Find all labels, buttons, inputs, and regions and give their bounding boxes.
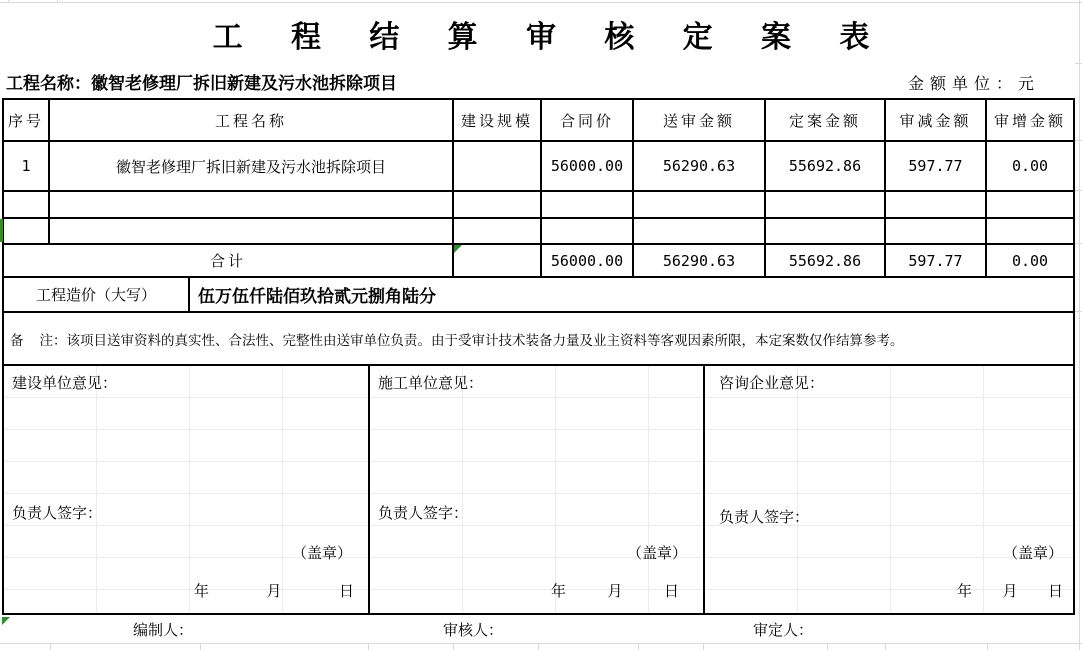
bottom-grid-tick <box>987 643 988 650</box>
total-submitted-amount[interactable]: 56290.63 <box>632 243 764 276</box>
header-reduced-amount: 审减金额 <box>884 100 985 140</box>
note-text: 注：该项目送审资料的真实性、合法性、完整性由送审单位负责。由于受审计技术装备力量及业主资料等客观因素所限，本定案数仅作结算参考。 <box>39 332 904 348</box>
contractor-seal-label: （盖章） <box>626 545 687 562</box>
day-label: 日 <box>663 583 679 600</box>
header-seq: 序号 <box>7 112 44 130</box>
opinion-construction-unit[interactable] <box>4 364 368 613</box>
row3-scale[interactable] <box>452 217 540 243</box>
bottom-grid-tick <box>453 643 454 650</box>
bottom-grid-tick <box>368 643 369 650</box>
footer-reviewer-label: 审核人： <box>443 621 504 639</box>
bottom-grid-tick <box>703 643 704 650</box>
bottom-grid-tick <box>638 643 639 650</box>
row1-submitted-amount[interactable]: 56290.63 <box>632 140 764 190</box>
project-name-line: 工程名称：徽智老修理厂拆旧新建及污水池拆除项目 <box>6 73 397 93</box>
right-grid-tick <box>1075 190 1082 191</box>
green-corner-marker-icon <box>454 245 462 253</box>
cost-words-value[interactable]: 伍万伍仟陆佰玖拾贰元捌角陆分 <box>188 276 1073 311</box>
green-row-marker <box>0 219 3 242</box>
total-reduced-amount[interactable]: 597.77 <box>884 243 985 276</box>
consulting-seal-label: （盖章） <box>1002 545 1063 562</box>
header-submitted-amount: 送审金额 <box>632 100 764 140</box>
row1-seq[interactable]: 1 <box>4 140 48 190</box>
year-label: 年 <box>957 583 973 600</box>
row2-project-name[interactable] <box>48 190 452 217</box>
day-label: 日 <box>338 583 354 600</box>
row3-submitted-amount[interactable] <box>632 217 764 243</box>
total-scale[interactable] <box>452 243 540 276</box>
row3-finalized-amount[interactable] <box>764 217 884 243</box>
header-scale: 建设规模 <box>452 100 540 140</box>
bottom-grid-tick <box>885 643 886 650</box>
right-grid-tick <box>1075 140 1082 141</box>
total-finalized-amount[interactable]: 55692.86 <box>764 243 884 276</box>
settlement-table <box>2 98 1075 615</box>
footer-preparer-label: 编制人： <box>133 621 194 639</box>
bottom-grid-tick <box>827 643 828 650</box>
note-row <box>4 311 1073 364</box>
right-grid-tick <box>1075 243 1082 244</box>
amount-unit-label: 金额单位：元 <box>907 75 1040 93</box>
opinion-contractor-title: 施工单位意见： <box>378 375 484 392</box>
construction-seal-label: （盖章） <box>291 545 352 562</box>
header-contract-price: 合同价 <box>540 100 632 140</box>
row2-increased-amount[interactable] <box>985 190 1073 217</box>
row1-project-name[interactable]: 徽智老修理厂拆旧新建及污水池拆除项目 <box>48 140 452 190</box>
total-label: 合计 <box>4 243 452 276</box>
contractor-date-row <box>551 580 679 601</box>
top-gridline <box>0 2 1082 3</box>
consulting-sign-label: 负责人签字： <box>719 509 810 526</box>
right-gridline <box>1079 0 1080 650</box>
row3-project-name[interactable] <box>48 217 452 243</box>
row3-increased-amount[interactable] <box>985 217 1073 243</box>
month-label: 月 <box>607 583 623 600</box>
opinion-contractor-unit[interactable] <box>368 364 703 613</box>
header-increased-amount: 审增金额 <box>985 100 1073 140</box>
row2-submitted-amount[interactable] <box>632 190 764 217</box>
page-title: 工 程 结 算 审 核 定 案 表 <box>212 21 890 54</box>
row1-scale[interactable] <box>452 140 540 190</box>
construction-date-row <box>194 580 354 601</box>
bottom-grid-tick <box>200 643 201 650</box>
bottom-grid-tick <box>50 643 51 650</box>
row3-reduced-amount[interactable] <box>884 217 985 243</box>
top-grid-tick <box>8 0 9 2</box>
row2-scale[interactable] <box>452 190 540 217</box>
year-label: 年 <box>194 583 210 600</box>
bottom-grid-tick <box>538 643 539 650</box>
month-label: 月 <box>1002 583 1018 600</box>
row1-finalized-amount[interactable]: 55692.86 <box>764 140 884 190</box>
footer-approver-label: 审定人： <box>753 621 814 639</box>
total-increased-amount[interactable]: 0.00 <box>985 243 1073 276</box>
green-corner-marker-icon <box>2 617 10 625</box>
year-label: 年 <box>551 583 567 600</box>
opinion-consulting-title: 咨询企业意见： <box>719 375 825 392</box>
row1-increased-amount[interactable]: 0.00 <box>985 140 1073 190</box>
header-project-name: 工程名称 <box>48 100 452 140</box>
opinion-construction-title: 建设单位意见： <box>12 375 118 392</box>
construction-sign-label: 负责人签字： <box>12 505 103 522</box>
row2-seq[interactable] <box>4 190 48 217</box>
header-finalized-amount: 定案金额 <box>764 100 884 140</box>
row2-finalized-amount[interactable] <box>764 190 884 217</box>
top-grid-tick <box>57 0 58 2</box>
total-contract-price[interactable]: 56000.00 <box>540 243 632 276</box>
contractor-sign-label: 负责人签字： <box>378 505 469 522</box>
row3-seq[interactable] <box>4 217 48 243</box>
right-grid-tick <box>1075 63 1082 64</box>
month-label: 月 <box>266 583 282 600</box>
cost-words-label: 工程造价（大写） <box>4 276 188 311</box>
day-label: 日 <box>1047 583 1063 600</box>
row2-contract-price[interactable] <box>540 190 632 217</box>
note-prefix: 备 <box>10 332 24 348</box>
row1-contract-price[interactable]: 56000.00 <box>540 140 632 190</box>
right-grid-tick <box>1075 311 1082 312</box>
consulting-date-row <box>957 580 1063 601</box>
row3-contract-price[interactable] <box>540 217 632 243</box>
opinion-consulting-enterprise[interactable] <box>703 364 1073 613</box>
row2-reduced-amount[interactable] <box>884 190 985 217</box>
bottom-gridline <box>0 643 1082 644</box>
row1-reduced-amount[interactable]: 597.77 <box>884 140 985 190</box>
